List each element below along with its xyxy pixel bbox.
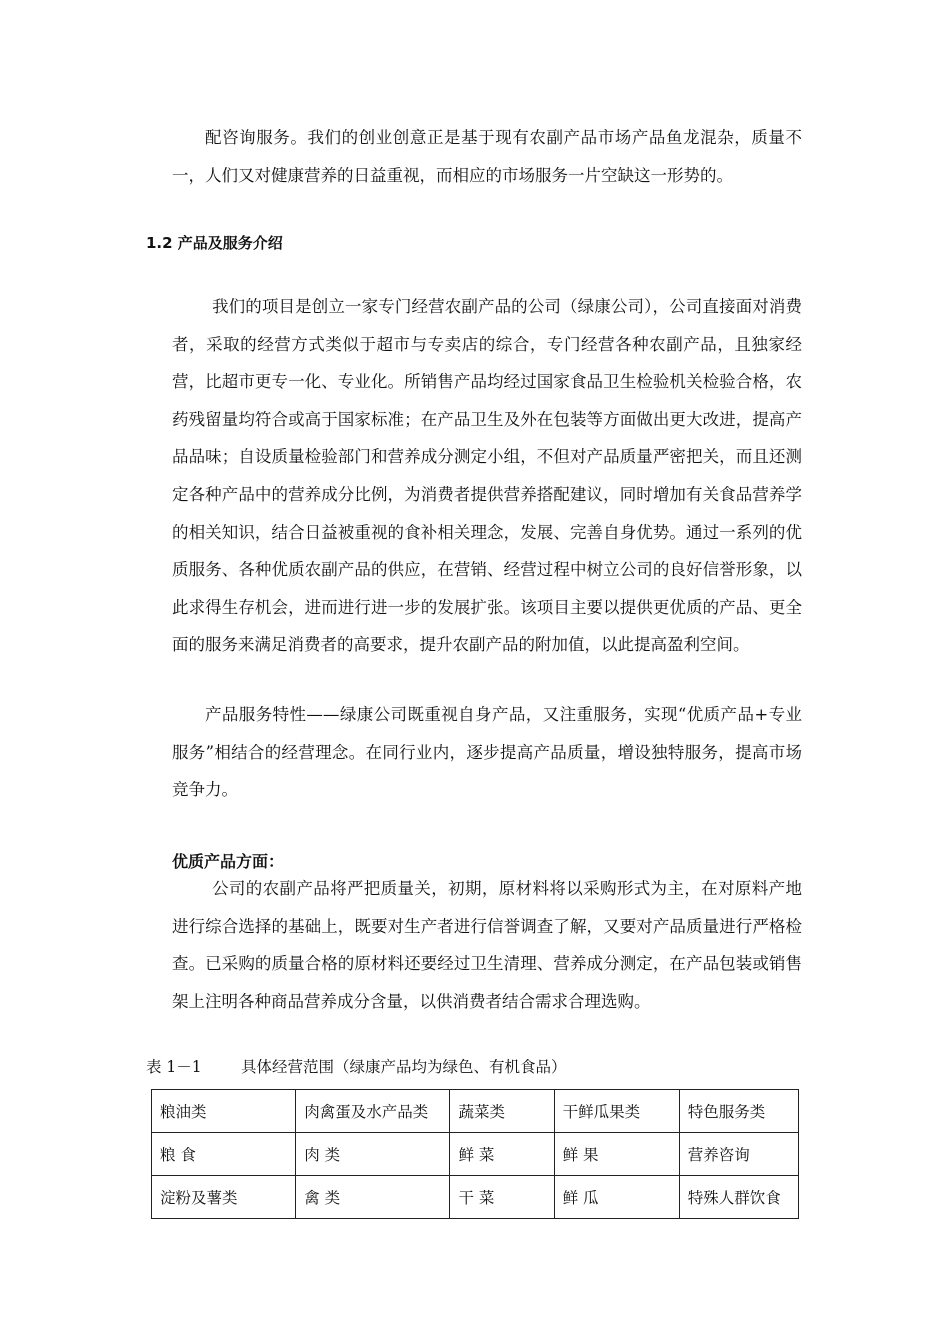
table-header-cell: 特色服务类 <box>679 1090 798 1133</box>
table-cell: 干 菜 <box>450 1176 554 1219</box>
table-cell: 肉 类 <box>296 1133 450 1176</box>
product-intro-paragraph: 我们的项目是创立一家专门经营农副产品的公司（绿康公司），公司直接面对消费者，采取的经营方式类似于超市与专卖店的综合，专门经营各种农副产品，且独家经营，比超市更专一化、专业化。所销售产品均经过国家食品卫生检验机关检验合格，农药残留量均符合或高于国家标准；在产品卫生及外在包装等方面做出更大改进，提高产品品味；自设质量检验部门和营养成分测定小组，不但对产品质量严密把关，而且还测定各种产品中的营养成分比例，为消费者提供营养搭配建议，同时增加有关食品营养学的相关知识，结合日益被重视的食补相关理念，发展、完善自身优势。通过一系列的优质服务、各种优质农副产品的供应，在营销、经营过程中树立公司的良好信誉形象，以此求得生存机会，进而进行进一步的发展扩张。该项目主要以提供更优质的产品、更全面的服务来满足消费者的高要求，提升农副产品的附加值，以此提高盈利空间。 <box>172 297 802 655</box>
quality-heading: 优质产品方面： <box>172 852 285 871</box>
service-feature-paragraph: 产品服务特性——绿康公司既重视自身产品，又注重服务，实现“优质产品+专业服务”相结合的经营理念。在同行业内，逐步提高产品质量，增设独特服务，提高市场竞争力。 <box>172 705 802 800</box>
business-scope-table <box>151 1089 799 1219</box>
table-cell: 营养咨询 <box>679 1133 798 1176</box>
table-cell: 淀粉及薯类 <box>152 1176 296 1219</box>
table-header-cell: 肉禽蛋及水产品类 <box>296 1090 450 1133</box>
table-header-row <box>152 1090 799 1133</box>
table-row <box>152 1176 799 1219</box>
quality-paragraph: 公司的农副产品将严把质量关，初期，原材料将以采购形式为主，在对原料产地进行综合选择的基础上，既要对生产者进行信誉调查了解，又要对产品质量进行严格检查。已采购的质量合格的原材料还要经过卫生清理、营养成分测定，在产品包装或销售架上注明各种商品营养成分含量，以供消费者结合需求合理选购。 <box>172 879 802 1011</box>
intro-paragraph: 配咨询服务。我们的创业创意正是基于现有农副产品市场产品鱼龙混杂，质量不一，人们又对健康营养的日益重视，而相应的市场服务一片空缺这一形势的。 <box>172 128 802 185</box>
table-cell: 鲜 菜 <box>450 1133 554 1176</box>
table-header-cell: 蔬菜类 <box>450 1090 554 1133</box>
table-header-cell: 干鲜瓜果类 <box>554 1090 679 1133</box>
table-caption-title: 具体经营范围（绿康产品均为绿色、有机食品） <box>241 1058 567 1076</box>
table-cell: 鲜 瓜 <box>554 1176 679 1219</box>
table-cell: 鲜 果 <box>554 1133 679 1176</box>
table-cell: 禽 类 <box>296 1176 450 1219</box>
table-cell: 特殊人群饮食 <box>679 1176 798 1219</box>
section-heading: 1.2 产品及服务介绍 <box>146 234 283 252</box>
table-cell: 粮 食 <box>152 1133 296 1176</box>
table-caption <box>146 1055 567 1077</box>
table-header-cell: 粮油类 <box>152 1090 296 1133</box>
table-row <box>152 1133 799 1176</box>
table-caption-number: 表 1－1 <box>146 1058 202 1076</box>
